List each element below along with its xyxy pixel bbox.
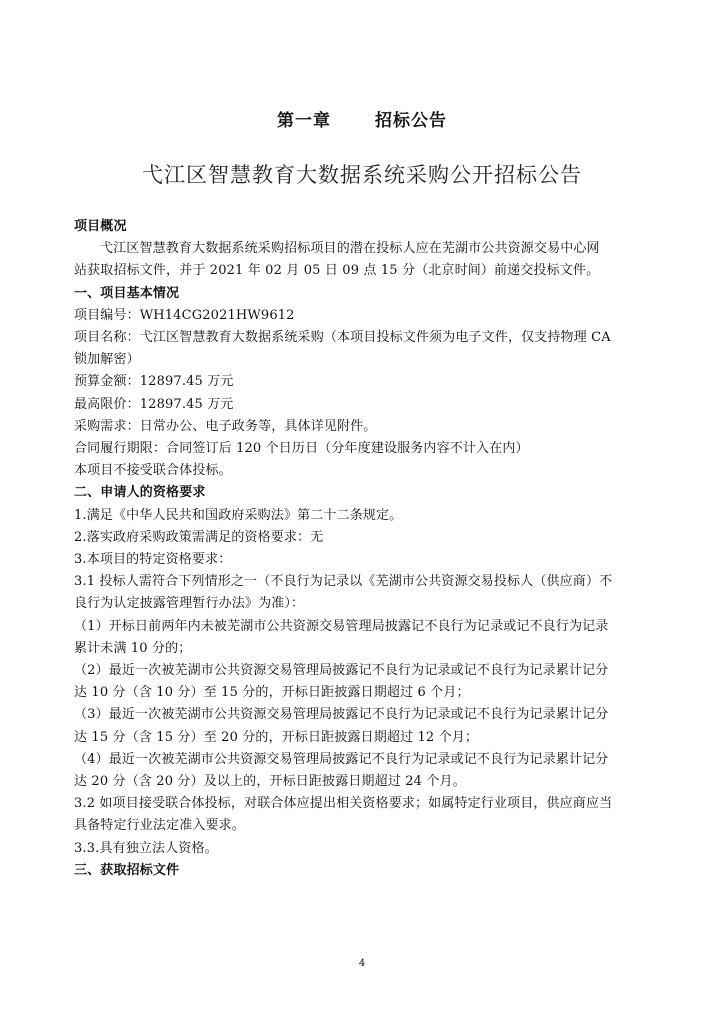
section-heading: 一、项目基本情况 — [74, 285, 180, 301]
body-line: （3）最近一次被芜湖市公共资源交易管理局披露记不良行为记录或记不良行为记录累计记分 — [74, 707, 609, 723]
chapter-number: 第一章 — [277, 111, 331, 131]
body-line: 3.2 如项目接受联合体投标，对联合体应提出相关资格要求；如属特定行业项目，供应商应当 — [74, 796, 613, 812]
body-line: 站获取招标文件，并于 2021 年 02 月 05 日 09 点 15 分（北京时间）前递交投标文件。 — [74, 263, 600, 279]
section-heading: 二、申请人的资格要求 — [74, 485, 206, 501]
body-line: 最高限价：12897.45 万元 — [74, 396, 234, 412]
body-line: 本项目不接受联合体投标。 — [74, 463, 232, 479]
document-title: 弋江区智慧教育大数据系统采购公开招标公告 — [142, 163, 582, 187]
chapter-heading — [0, 106, 724, 131]
body-line: 采购需求：日常办公、电子政务等，具体详见附件。 — [74, 418, 377, 434]
body-line: 3.本项目的特定资格要求： — [74, 552, 232, 568]
body-line: 项目名称：弋江区智慧教育大数据系统采购（本项目投标文件须为电子文件，仅支持物理 CA — [74, 330, 611, 346]
body-line: 3.1 投标人需符合下列情形之一（不良行为记录以《芜湖市公共资源交易投标人（供应商）不 — [74, 574, 613, 590]
page-number: 4 — [358, 958, 366, 969]
body-line: （1）开标日前两年内未被芜湖市公共资源交易管理局披露记不良行为记录或记不良行为记录 — [74, 618, 609, 634]
body-line: 1.满足《中华人民共和国政府采购法》第二十二条规定。 — [74, 507, 403, 523]
document-body — [74, 216, 662, 882]
body-line: 预算金额：12897.45 万元 — [74, 374, 234, 390]
body-line: 达 20 分（含 20 分）及以上的，开标日距披露日期超过 24 个月。 — [74, 774, 466, 790]
section-heading: 项目概况 — [74, 219, 127, 234]
section-heading: 三、获取招标文件 — [74, 862, 180, 878]
body-line: 项目编号：WH14CG2021HW9612 — [74, 307, 295, 323]
body-line: 弋江区智慧教育大数据系统采购招标项目的潜在投标人应在芜湖市公共资源交易中心网 — [100, 241, 600, 257]
body-line: 锁加解密） — [74, 352, 140, 368]
body-line: （4）最近一次被芜湖市公共资源交易管理局披露记不良行为记录或记不良行为记录累计记分 — [74, 751, 609, 767]
body-line: 累计未满 10 分的； — [74, 640, 192, 656]
body-line: 2.落实政府采购政策需满足的资格要求：无 — [74, 529, 324, 545]
body-line: 达 15 分（含 15 分）至 20 分的，开标日距披露日期超过 12 个月； — [74, 729, 479, 745]
body-line: 合同履行期限：合同签订后 120 个日历日（分年度建设服务内容不计入在内） — [74, 441, 529, 457]
body-line: 3.3.具有独立法人资格。 — [74, 840, 218, 856]
chapter-name: 招标公告 — [375, 111, 447, 131]
body-line: （2）最近一次被芜湖市公共资源交易管理局披露记不良行为记录或记不良行为记录累计记分 — [74, 663, 609, 679]
body-line: 具备特定行业法定准入要求。 — [74, 818, 245, 834]
body-line: 达 10 分（含 10 分）至 15 分的，开标日距披露日期超过 6 个月； — [74, 685, 470, 701]
body-line: 良行为认定披露管理暂行办法》为准）： — [74, 596, 305, 612]
